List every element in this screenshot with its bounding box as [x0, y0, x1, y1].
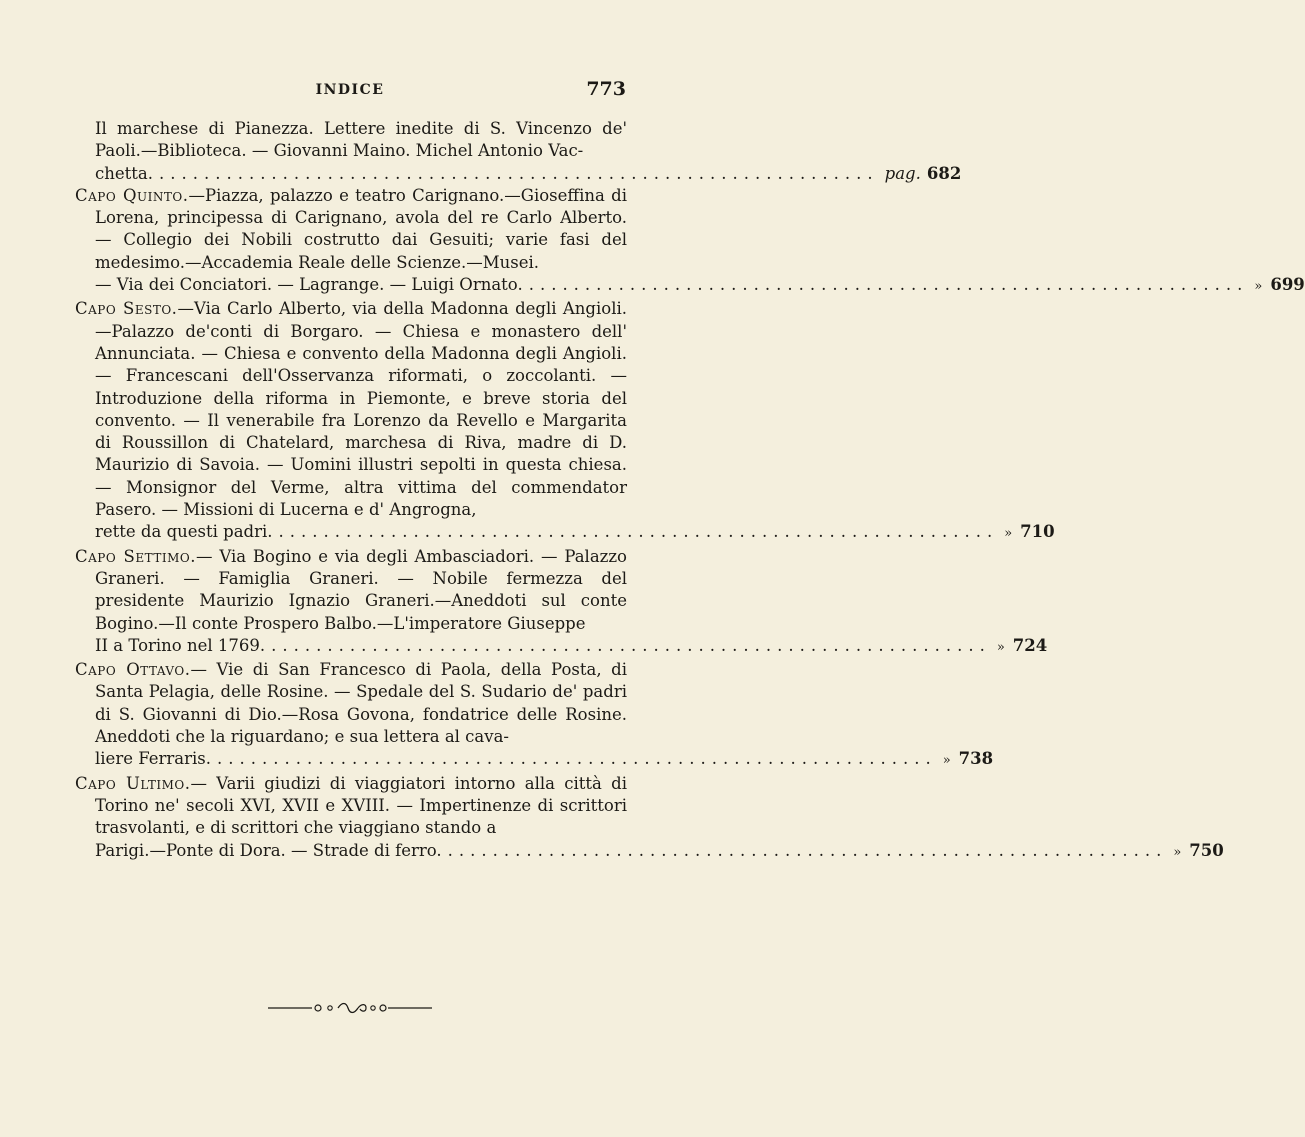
toc-entry [75, 118, 962, 185]
chapter-label: Capo Ultimo. [75, 773, 191, 793]
toc-entry-leader [95, 748, 994, 772]
toc-entry-last-line: liere Ferraris. [95, 749, 212, 769]
running-title: INDICE [315, 82, 385, 98]
toc-entry-ref [1173, 840, 1223, 864]
toc-entry [75, 185, 1305, 298]
dot-leader: ................................................................ [158, 163, 879, 183]
ref-prefix: » [1004, 526, 1013, 542]
toc-entry-leader [95, 274, 1305, 298]
toc-entry-leader [95, 635, 1048, 659]
dot-leader: ................................................................ [217, 749, 937, 769]
toc-entry-leader [95, 163, 962, 185]
ref-prefix: » [942, 753, 951, 769]
chapter-label: Capo Sesto. [75, 299, 178, 319]
ref-prefix: » [1254, 279, 1263, 295]
toc-entry-last-line: rette da questi padri. [95, 522, 273, 542]
dot-leader: ................................................................ [447, 840, 1168, 860]
ref-page: 699 [1270, 275, 1305, 295]
dot-leader: ................................................................ [271, 635, 991, 655]
toc-entry-last-line: II a Torino nel 1769. [95, 635, 266, 655]
chapter-label: Capo Settimo. [75, 546, 196, 566]
ref-prefix: » [996, 639, 1005, 655]
ornament-flourish-icon [260, 1000, 440, 1016]
toc-entry-text: —Piazza, palazzo e teatro Carignano.—Gioseffina di Lorena, principessa di Carignano, avola del re Carlo Alberto. — Collegio dei Nobili costrutto dai Gesuiti; varie fasi del medesimo.—Accademia Reale delle Scienze.—Musei. [95, 185, 627, 272]
ref-prefix: pag. [884, 163, 921, 183]
ref-page: 724 [1012, 635, 1048, 655]
toc-entry [75, 773, 1224, 864]
dot-leader: ................................................................ [278, 522, 999, 542]
toc-entry [75, 298, 1055, 545]
toc-entry-last-line: Parigi.—Ponte di Dora. — Strade di ferro. [95, 840, 442, 860]
toc-entry-ref [1254, 274, 1304, 298]
toc-entry-text: —Via Carlo Alberto, via della Madonna degli Angioli.—Palazzo de'conti di Borgaro. — Chiesa e monastero dell' Annunciata. — Chiesa e convento della Madonna degli Angioli. — Francescani dell'Osservanza riformati, o zoccolanti. — Introduzione della riforma in Piemonte, e breve storia del convento. — Il venerabile fra Lorenzo da Revello e Margarita di Roussillon di Chatelard, marchesa di Riva, madre di D. Maurizio di Savoia. — Uomini illustri sepolti in questa chiesa. — Monsignor del Verme, altra vittima del commendator Pasero. — Missioni di Lucerna e d' Angrogna, [95, 299, 627, 520]
toc-entry-ref [997, 635, 1047, 659]
ref-page: 710 [1020, 522, 1055, 542]
toc-entry-ref [943, 748, 993, 772]
dot-leader: ................................................................ [528, 275, 1249, 295]
toc-entry [75, 546, 1048, 659]
ref-prefix: » [1173, 844, 1182, 860]
chapter-label: Capo Quinto. [75, 185, 189, 205]
chapter-label: Capo Ottavo. [75, 660, 191, 680]
running-head [0, 78, 700, 102]
toc-entry-text: Il marchese di Pianezza. Lettere inedite di S. Vincenzo de' Paoli.—Biblioteca. — Giovanni Maino. Michel Antonio Vac- [95, 119, 627, 161]
ref-page: 750 [1189, 840, 1224, 860]
ref-page: 682 [926, 163, 962, 183]
toc-entry-text: — Via Bogino e via degli Ambasciadori. — Palazzo Graneri. — Famiglia Graneri. — Nobile fermezza del presidente Maurizio Ignazio Graneri.—Aneddoti sul conte Bogino.—Il conte Prospero Balbo.—L'imperatore Giuseppe [95, 546, 627, 633]
ref-page: 738 [958, 749, 994, 769]
toc-entry-last-line: chetta. [95, 163, 153, 183]
toc-entry [75, 659, 994, 772]
closing-ornament [0, 1000, 700, 1020]
toc-entry-leader [95, 840, 1224, 864]
toc-entry-ref [885, 163, 962, 185]
toc-entry-last-line: — Via dei Conciatori. — Lagrange. — Luigi Ornato. [95, 275, 523, 295]
toc-entry-leader [95, 521, 1055, 545]
toc-entry-text: — Vie di San Francesco di Paola, della Posta, di Santa Pelagia, delle Rosine. — Spedale del S. Sudario de' padri di S. Giovanni di Dio.—Rosa Govona, fondatrice delle Rosine. Aneddoti che la riguardano; e sua lettera al cava- [95, 660, 627, 747]
toc-entry-ref [1004, 521, 1054, 545]
toc-entry-text: — Varii giudizi di viaggiatori intorno alla città di Torino ne' secoli XVI, XVII e XVIII. — Impertinenze di scrittori trasvolanti, e di scrittori che viaggiano stando a [95, 773, 627, 838]
table-of-contents [75, 118, 1305, 864]
page-number: 773 [586, 78, 626, 100]
